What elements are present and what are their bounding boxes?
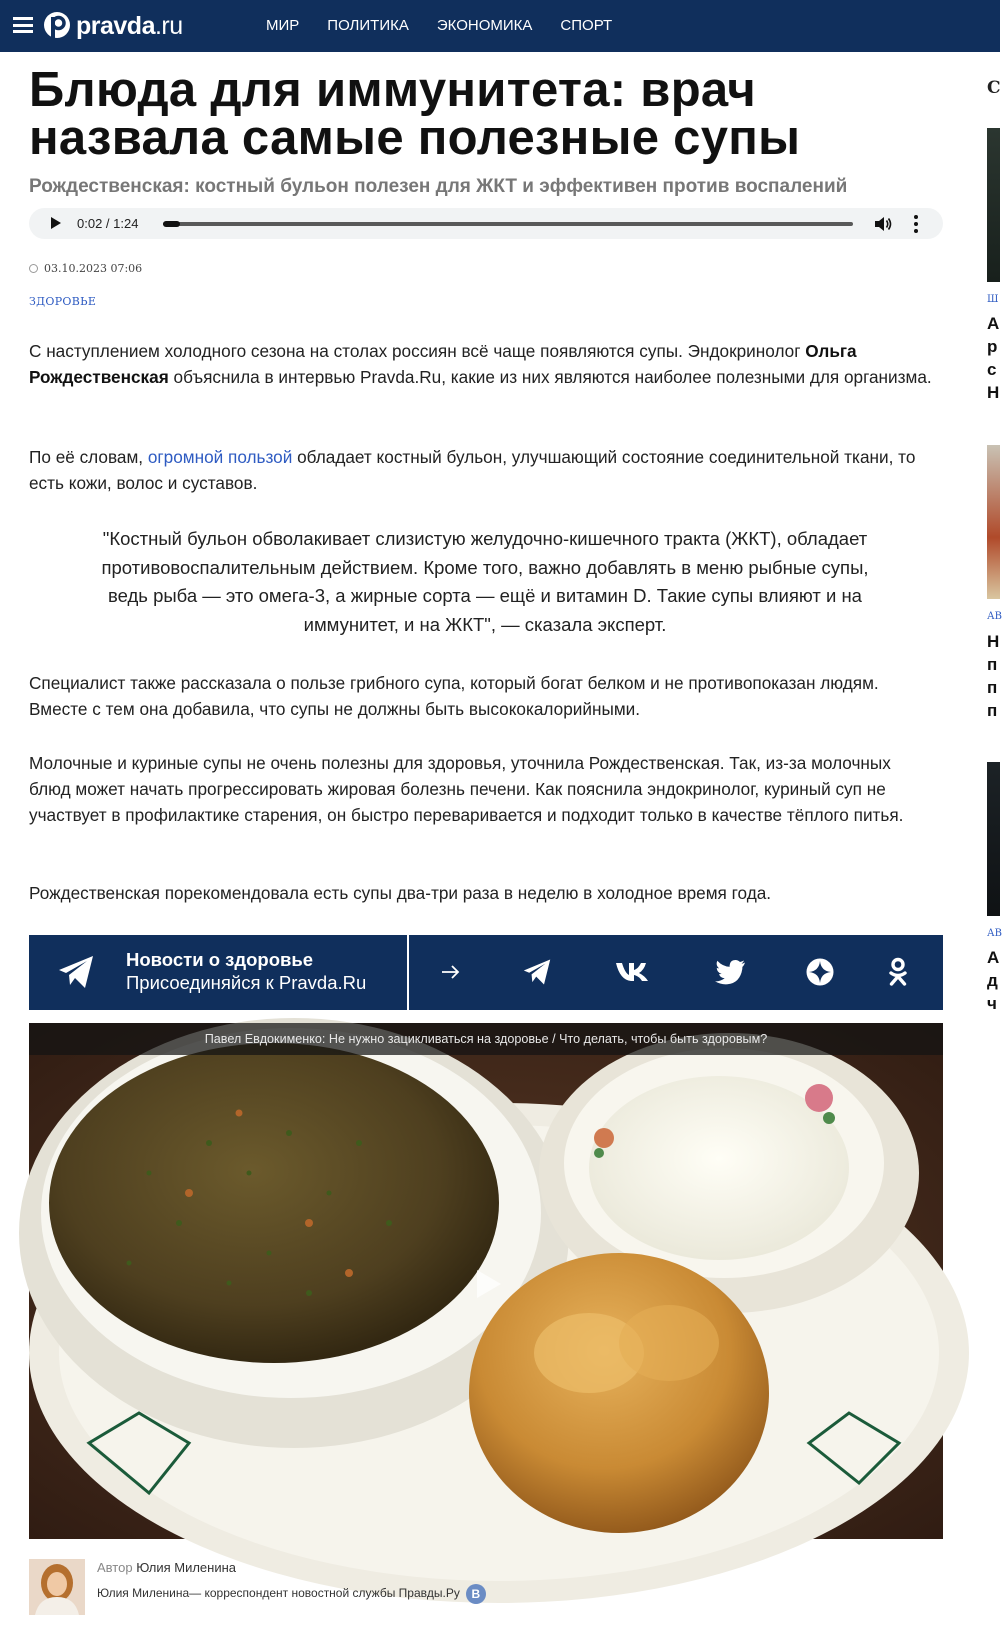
subscribe-divider [407, 935, 409, 1010]
author-vk-icon[interactable]: В [466, 1584, 486, 1604]
article-title: Блюда для иммунитета: врач назвала самые полезные супы [29, 63, 801, 165]
p1-text-before: С наступлением холодного сезона на столах россиян всё чаще появляются супы. Эндокринолог [29, 341, 806, 361]
video-caption: Павел Евдокименко: Не нужно зацикливаться на здоровье / Что делать, чтобы быть здоровым? [29, 1023, 943, 1055]
nav-item-world[interactable]: МИР [266, 17, 300, 34]
author-name[interactable]: Юлия Миленина [136, 1560, 236, 1575]
author-avatar[interactable] [29, 1559, 85, 1615]
clock-icon [29, 264, 38, 273]
article-paragraph-2 [29, 444, 934, 496]
author-bio: Юлия Миленина— корреспондент новостной службы Правды.Ру [97, 1586, 460, 1601]
video-player[interactable] [29, 1023, 943, 1539]
article-paragraph-1 [29, 338, 934, 390]
author-label: Автор [97, 1560, 133, 1575]
article-paragraph-4: Молочные и куриные супы не очень полезны для здоровья, уточнила Рождественская. Так, из-за молочных блюд может начать прогрессировать жировая болезнь печени. Как пояснила эндокринолог, куриный суп не участвует в профилактике старения, он быстро переваривается и подходит только в качестве тёплого питья. [29, 753, 904, 825]
audio-progress-fill [163, 221, 180, 227]
pravda-logo-icon [42, 10, 72, 42]
telegram-icon[interactable] [57, 954, 95, 990]
sidebar-thumbnail-2[interactable] [987, 445, 1000, 599]
expert-name: Ольга Рождественская [29, 341, 857, 387]
sidebar-rubric-1[interactable]: Ш [987, 294, 999, 305]
p2-text-after: обладает костный бульон, улучшающий состояние соединительной ткани, то есть кожи, волос и суставов. [29, 447, 916, 493]
vk-icon[interactable] [614, 957, 654, 987]
audio-progress-bar[interactable] [163, 222, 853, 226]
nav-item-politics[interactable]: ПОЛИТИКА [327, 17, 409, 34]
twitter-icon[interactable] [713, 957, 747, 987]
logo-brand: pravda [76, 12, 155, 40]
volume-icon[interactable] [874, 216, 892, 232]
arrow-right-icon[interactable] [439, 957, 463, 987]
logo-text [76, 12, 183, 40]
nav-item-economy[interactable]: ЭКОНОМИКА [436, 17, 533, 34]
logo-tld: .ru [154, 12, 183, 40]
author-line [97, 1560, 236, 1575]
audio-player [29, 208, 943, 239]
sidebar-rubric-2[interactable]: АВ [987, 611, 1002, 622]
sidebar-thumbnail-3[interactable] [987, 762, 1000, 916]
nav-item-sport[interactable]: СПОРТ [560, 17, 613, 34]
p1-text-after: объяснила в интервью Pravda.Ru, какие из них являются наиболее полезными для организма. [168, 367, 932, 387]
author-bio-line [97, 1584, 486, 1604]
telegram-share-icon[interactable] [521, 957, 553, 987]
sidebar-headline-1[interactable]: А р с Н [987, 314, 1000, 402]
subscribe-banner [29, 935, 943, 1010]
publish-date-text: 03.10.2023 07:06 [44, 262, 143, 275]
sidebar-heading: С [987, 78, 1001, 98]
inline-article-link[interactable]: огромной пользой [147, 447, 293, 467]
sidebar-rubric-3[interactable]: АВ [987, 928, 1002, 939]
sidebar-headline-3[interactable]: А д ч [987, 948, 1000, 1013]
sidebar-headline-2[interactable]: Н п п п [987, 632, 1000, 720]
publish-date [29, 262, 142, 275]
dzen-icon[interactable] [805, 957, 835, 987]
sidebar-thumbnail-1[interactable] [987, 128, 1000, 282]
p2-text-before: По её словам, [29, 447, 148, 467]
subscribe-title[interactable]: Новости о здоровье [126, 949, 314, 970]
article-paragraph-3: Специалист также рассказала о пользе грибного супа, который богат белком и не противопоказан людям. Вместе с тем она добавила, что супы не должны быть высококалорийными. [29, 673, 879, 719]
video-play-icon[interactable] [477, 1270, 501, 1298]
play-icon[interactable] [51, 217, 61, 229]
expert-quote: "Костный бульон обволакивает слизистую желудочно-кишечного тракта (ЖКТ), обладает противовоспалительным действием. Кроме того, важно добавлять в меню рыбные супы, ведь рыба — это омега-3, а жирные сорта — ещё и витамин D. Такие супы влияют и на иммунитет, и на ЖКТ", — сказала эксперт. [101, 528, 869, 635]
rubric-link[interactable]: ЗДОРОВЬЕ [29, 295, 97, 308]
odnoklassniki-icon[interactable] [886, 957, 910, 987]
audio-time: 0:02 / 1:24 [77, 216, 139, 231]
article-subtitle: Рождественская: костный бульон полезен для ЖКТ и эффективен против воспалений [29, 176, 848, 197]
top-navigation-bar [0, 0, 1000, 52]
subscribe-subtitle[interactable]: Присоединяйся к Pravda.Ru [126, 972, 367, 993]
more-options-icon[interactable] [913, 215, 919, 233]
menu-icon[interactable] [13, 17, 33, 33]
main-nav [266, 0, 640, 52]
article-paragraph-5: Рождественская порекомендовала есть супы два-три раза в неделю в холодное время года. [29, 883, 772, 903]
